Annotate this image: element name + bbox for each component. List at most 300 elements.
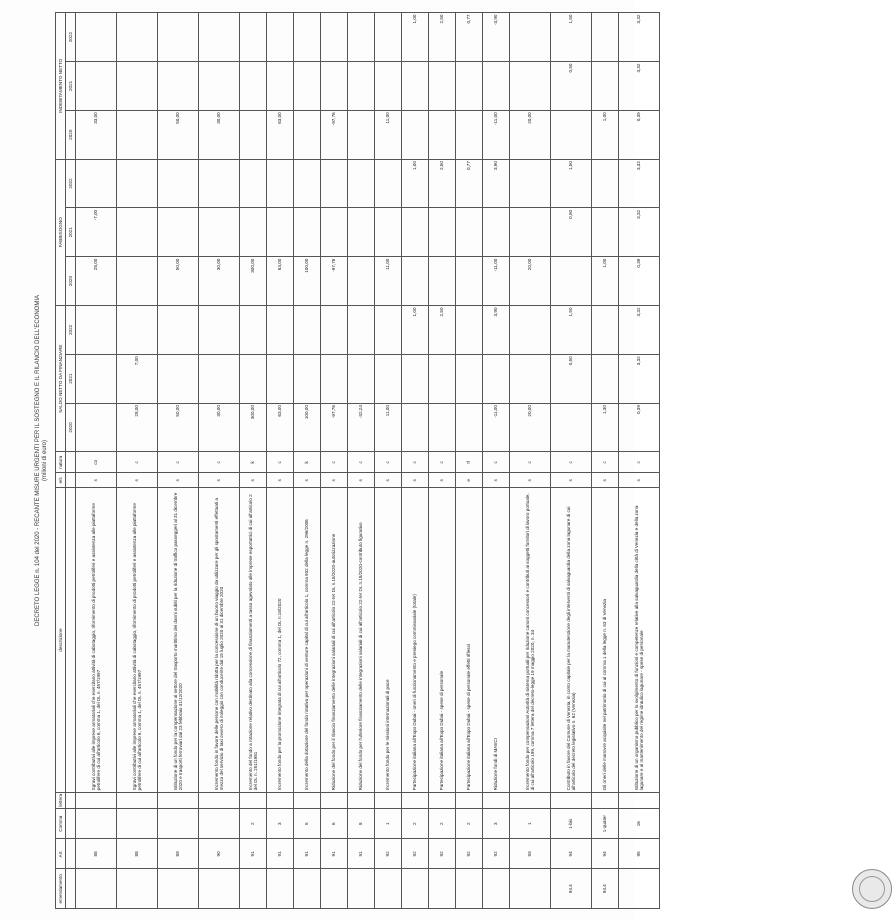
row-ind-value-cell	[375, 13, 402, 62]
row-article-cell: 90	[199, 839, 240, 869]
row-ind-value-cell	[76, 62, 117, 111]
row-comma-cell	[117, 809, 158, 839]
row-fab-value-cell	[375, 208, 402, 257]
row-amendment-cell	[267, 869, 294, 909]
row-snf-value-cell: 3,32	[619, 305, 660, 354]
row-article-cell: 89	[158, 839, 199, 869]
row-snf-value-cell	[294, 354, 321, 403]
row-es-cell: s	[551, 473, 592, 488]
row-ind-value-cell: 1,50	[551, 13, 592, 62]
row-snf-value-cell: 63,00	[267, 403, 294, 452]
header-group: FABBISOGNO	[56, 159, 66, 305]
row-letter-cell	[429, 792, 456, 808]
row-comma-cell: 3	[483, 809, 510, 839]
row-fab-value-cell	[321, 208, 348, 257]
row-snf-value-cell: 1,30	[592, 403, 619, 452]
row-nature-cell: c	[348, 452, 375, 473]
row-fab-value-cell	[267, 159, 294, 208]
row-comma-cell: 5	[294, 809, 321, 839]
table-row	[375, 13, 402, 909]
row-es-cell: e	[456, 473, 483, 488]
row-snf-value-cell	[199, 354, 240, 403]
row-amendment-cell	[483, 869, 510, 909]
row-ind-value-cell	[483, 62, 510, 111]
table-row	[76, 13, 117, 909]
header-cell: Comma	[56, 809, 66, 839]
row-amendment-cell	[158, 869, 199, 909]
table-row	[294, 13, 321, 909]
row-amendment-cell	[294, 869, 321, 909]
row-fab-value-cell	[240, 159, 267, 208]
table-row	[240, 13, 267, 909]
row-snf-value-cell	[348, 305, 375, 354]
row-es-cell: s	[158, 473, 199, 488]
row-fab-value-cell	[402, 208, 429, 257]
row-letter-cell	[321, 792, 348, 808]
row-ind-value-cell: -3,90	[483, 13, 510, 62]
row-es-cell: s	[240, 473, 267, 488]
row-article-cell: 88	[76, 839, 117, 869]
row-snf-value-cell	[76, 354, 117, 403]
row-fab-value-cell	[158, 159, 199, 208]
row-ind-value-cell	[294, 110, 321, 159]
row-snf-value-cell: 100,00	[294, 403, 321, 452]
row-ind-value-cell	[402, 110, 429, 159]
row-nature-cell: c	[619, 452, 660, 473]
row-fab-value-cell: 1,00	[592, 257, 619, 306]
row-snf-value-cell	[76, 403, 117, 452]
table-row	[117, 13, 158, 909]
row-article-cell: 91	[294, 839, 321, 869]
row-fab-value-cell: 3,32	[619, 159, 660, 208]
row-snf-value-cell: 1,00	[402, 305, 429, 354]
row-amendment-cell	[619, 869, 660, 909]
row-fab-value-cell	[592, 208, 619, 257]
row-snf-value-cell	[456, 403, 483, 452]
row-nature-cell: co	[76, 452, 117, 473]
row-comma-cell: 1	[375, 809, 402, 839]
row-description-cell: Istituzione di un organismo pubblico per lo svolgimento di funzioni e competenze relative alla salvaguardia della città di Venezia e della zona lagunare e al mantenimento del regime idraulico lagunare - spese di personale	[619, 488, 660, 792]
row-ind-value-cell	[551, 110, 592, 159]
row-es-cell: s	[375, 473, 402, 488]
table-row	[267, 13, 294, 909]
row-nature-cell: c	[592, 452, 619, 473]
row-amendment-cell	[510, 869, 551, 909]
row-es-cell: s	[483, 473, 510, 488]
row-snf-value-cell	[348, 354, 375, 403]
row-ind-value-cell: -11,00	[483, 110, 510, 159]
table-row	[510, 13, 551, 909]
row-amendment-cell	[240, 869, 267, 909]
table-body	[76, 13, 660, 909]
row-description-cell: Incremento del fondo a rotazione relativo destinato alla concessione di finanziamenti a tasso agevolato alle imprese esportatrici di cui all'articolo 2 del DL n. 251/1981	[240, 488, 267, 792]
row-article-cell: 88	[117, 839, 158, 869]
row-ind-value-cell	[592, 62, 619, 111]
row-fab-value-cell: 50,00	[158, 257, 199, 306]
row-article-cell: 94	[551, 839, 592, 869]
row-comma-cell	[199, 809, 240, 839]
row-description-cell: Incremento fondo per la promozione integrata di cui all'articolo 72, comma 1, del DL n.18/2020	[267, 488, 294, 792]
row-amendment-cell	[375, 869, 402, 909]
row-letter-cell	[619, 792, 660, 808]
row-description-cell: Incremento fondo in favore delle persone con mobilità ridotta per la concessione di un buono viaggio da utilizzare per gli spostamenti effettuati a mezzo del servizio di taxi ovvero di noleggio con conducente dal 15 luglio 2020 al 31 dicembre 2020	[199, 488, 240, 792]
row-snf-value-cell	[76, 305, 117, 354]
row-article-cell: 91	[240, 839, 267, 869]
row-nature-cell: c	[551, 452, 592, 473]
table-row	[321, 13, 348, 909]
row-ind-value-cell	[429, 110, 456, 159]
row-description-cell: Incremento della dotazione del fondo rotativo per operazioni di venture capital di cui all'articolo 1, comma 932 della legge n. 296/2006	[294, 488, 321, 792]
row-fab-value-cell	[510, 159, 551, 208]
row-ind-value-cell	[267, 13, 294, 62]
row-comma-cell: 1	[510, 809, 551, 839]
row-letter-cell	[510, 792, 551, 808]
row-fab-value-cell	[76, 159, 117, 208]
row-description-cell: Incremento fondo per le missioni internazionali di pace	[375, 488, 402, 792]
row-letter-cell	[348, 792, 375, 808]
row-snf-value-cell	[158, 354, 199, 403]
row-nature-cell: c	[375, 452, 402, 473]
header-group: INDEBITAMENTO NETTO	[56, 13, 66, 160]
row-ind-value-cell	[402, 62, 429, 111]
row-fab-value-cell: 100,00	[294, 257, 321, 306]
row-ind-value-cell: 3,32	[619, 13, 660, 62]
row-es-cell: s	[429, 473, 456, 488]
row-ind-value-cell	[240, 13, 267, 62]
row-fab-value-cell	[240, 208, 267, 257]
row-snf-value-cell	[267, 354, 294, 403]
row-ind-value-cell	[429, 62, 456, 111]
year-cell: 2021	[66, 208, 76, 257]
row-nature-cell: tf	[456, 452, 483, 473]
row-fab-value-cell: 1,00	[402, 159, 429, 208]
row-snf-value-cell: 1,50	[551, 305, 592, 354]
row-fab-value-cell	[429, 257, 456, 306]
row-snf-value-cell	[402, 403, 429, 452]
row-fab-value-cell	[321, 159, 348, 208]
row-snf-value-cell	[158, 305, 199, 354]
row-fab-value-cell: -11,00	[483, 257, 510, 306]
row-ind-value-cell	[321, 62, 348, 111]
row-es-cell: s	[592, 473, 619, 488]
row-letter-cell	[158, 792, 199, 808]
year-cell: 2020	[66, 257, 76, 306]
row-snf-value-cell: -32,24	[348, 403, 375, 452]
row-fab-value-cell	[294, 208, 321, 257]
table-row	[199, 13, 240, 909]
row-es-cell: s	[402, 473, 429, 488]
row-description-cell: Riduzione del fondo per il rilascio finanziamento delle integrazioni salariali di cui all'articolo 22-ter DL n.18/2020-autorizzazione	[321, 488, 348, 792]
row-fab-value-cell	[117, 257, 158, 306]
row-description-cell: Riduzione del fondo per l'ulteriore finanziamento delle integrazioni salariali di cui all'articolo 22-ter DL n.18/2020-contributo figurativo	[348, 488, 375, 792]
row-ind-value-cell	[199, 13, 240, 62]
row-ind-value-cell	[240, 62, 267, 111]
row-fab-value-cell: 28,00	[76, 257, 117, 306]
row-amendment-cell: 94.4	[592, 869, 619, 909]
year-cell: 2020	[66, 403, 76, 452]
row-snf-value-cell	[199, 305, 240, 354]
row-description-cell: Partecipazione italiana all'Expo Dubai - oneri di funzionamento e presiego commissariale (totale)	[402, 488, 429, 792]
row-fab-value-cell	[592, 159, 619, 208]
table-row	[619, 13, 660, 909]
row-letter-cell	[199, 792, 240, 808]
row-ind-value-cell	[456, 62, 483, 111]
row-fab-value-cell	[456, 257, 483, 306]
row-letter-cell	[551, 792, 592, 808]
table-row	[551, 13, 592, 909]
document-title: DECRETO LEGGE n. 104 del 2020 - RECANTE MISURE URGENTI PER IL SOSTEGNO E IL RILANCIO DELL'ECONOMIA	[35, 295, 41, 627]
row-snf-value-cell	[117, 305, 158, 354]
row-description-cell: Gli oneri delle manovre acquisite nel patrimonio di cui al comma 1 della legge n. 53 di Venezia	[592, 488, 619, 792]
row-fab-value-cell	[375, 159, 402, 208]
row-letter-cell	[592, 792, 619, 808]
row-description-cell: Partecipazione italiana all'Expo Dubai - spese di personale effetti riflessi	[456, 488, 483, 792]
row-letter-cell	[483, 792, 510, 808]
row-ind-value-cell: 11,00	[375, 110, 402, 159]
row-es-cell: s	[199, 473, 240, 488]
row-ind-value-cell	[348, 62, 375, 111]
row-ind-value-cell	[267, 62, 294, 111]
row-ind-value-cell	[375, 62, 402, 111]
table-row	[348, 13, 375, 909]
row-article-cell: 95	[619, 839, 660, 869]
row-fab-value-cell: 20,00	[510, 257, 551, 306]
row-nature-cell: c	[483, 452, 510, 473]
row-snf-value-cell	[456, 354, 483, 403]
row-snf-value-cell: 3,32	[619, 354, 660, 403]
row-snf-value-cell	[510, 354, 551, 403]
financial-table	[55, 12, 660, 909]
year-cell: 2021	[66, 354, 76, 403]
row-fab-value-cell	[456, 208, 483, 257]
row-nature-cell: c	[158, 452, 199, 473]
row-amendment-cell	[402, 869, 429, 909]
row-ind-value-cell	[456, 110, 483, 159]
table-row	[402, 13, 429, 909]
row-fab-value-cell: 0,39	[619, 257, 660, 306]
row-fab-value-cell	[267, 208, 294, 257]
year-cell: 2020	[66, 110, 76, 159]
row-nature-cell: c	[510, 452, 551, 473]
row-comma-cell: 6	[321, 809, 348, 839]
row-amendment-cell	[117, 869, 158, 909]
row-amendment-cell	[199, 869, 240, 909]
row-nature-cell: c	[429, 452, 456, 473]
row-snf-value-cell: 3,90	[483, 305, 510, 354]
row-snf-value-cell	[375, 305, 402, 354]
row-description-cell: Istituzione di un fondo per la compensazione al settore del trasporto marittimo dei danni subiti per la riduzione di traffico passeggeri al 31 dicembre 2020 e trasporti ferroviari dal 23 febbraio 31/12/2020	[158, 488, 199, 792]
row-snf-value-cell: 2,50	[429, 305, 456, 354]
row-nature-cell: k	[294, 452, 321, 473]
row-fab-value-cell	[348, 208, 375, 257]
year-cell: 2022	[66, 13, 76, 62]
row-amendment-cell	[76, 869, 117, 909]
row-snf-value-cell	[551, 403, 592, 452]
row-article-cell: 91	[321, 839, 348, 869]
row-snf-value-cell	[592, 354, 619, 403]
row-fab-value-cell	[117, 159, 158, 208]
table-row	[158, 13, 199, 909]
row-ind-value-cell: 63,00	[267, 110, 294, 159]
row-amendment-cell	[456, 869, 483, 909]
row-comma-cell: 8	[348, 809, 375, 839]
row-ind-value-cell: 1,00	[402, 13, 429, 62]
row-comma-cell: 2	[456, 809, 483, 839]
row-fab-value-cell: 0,50	[551, 208, 592, 257]
row-snf-value-cell: 20,00	[510, 403, 551, 452]
row-article-cell: 91	[348, 839, 375, 869]
row-ind-value-cell	[117, 62, 158, 111]
row-letter-cell	[267, 792, 294, 808]
row-ind-value-cell: -97,76	[321, 110, 348, 159]
row-fab-value-cell	[117, 208, 158, 257]
row-comma-cell: 3	[267, 809, 294, 839]
row-article-cell: 92	[375, 839, 402, 869]
row-snf-value-cell	[240, 305, 267, 354]
row-snf-value-cell	[429, 354, 456, 403]
row-fab-value-cell: 3,90	[483, 159, 510, 208]
row-comma-cell: 2	[402, 809, 429, 839]
table-row	[429, 13, 456, 909]
row-article-cell: 92	[402, 839, 429, 869]
row-amendment-cell: 94.4	[551, 869, 592, 909]
row-ind-value-cell: 0,39	[619, 110, 660, 159]
row-article-cell: 92	[456, 839, 483, 869]
row-description-cell: Incremento fondo per compensazioni Autorità di sistema portuali per riduzione canoni concessori e contributi ai soggetti fornitori di lavoro portuale, di cui all'articolo 199, comma 7 lettera del decreto-legge 19 maggio 2020, n. 34	[510, 488, 551, 792]
table-row	[483, 13, 510, 909]
header-cell: Art.	[56, 839, 66, 869]
row-es-cell: s	[294, 473, 321, 488]
row-ind-value-cell: 0,77	[456, 13, 483, 62]
row-description-cell: Sgravi contributivi alle imprese armatoriali che esercitano attività di cabotaggio, rifornimento di prodotti petroliferi e assistenza alle piattaforme petrolifere di cui all'articolo 6, comma 1, del DL n. 457/1997	[117, 488, 158, 792]
row-description-cell: Contributo in favore del Comune di Venezia, in conto capitale per la manutenzione degli interventi di salvaguardia della zona lagunare di cui all'articolo del decreto legislativo n. 62 (Venezia)	[551, 488, 592, 792]
row-snf-value-cell	[240, 354, 267, 403]
row-nature-cell: c	[117, 452, 158, 473]
row-snf-value-cell	[483, 354, 510, 403]
row-es-cell: s	[267, 473, 294, 488]
row-comma-cell: 16	[619, 809, 660, 839]
row-fab-value-cell	[551, 257, 592, 306]
row-ind-value-cell	[199, 62, 240, 111]
row-snf-value-cell	[321, 305, 348, 354]
row-fab-value-cell: 0,77	[456, 159, 483, 208]
row-comma-cell	[158, 809, 199, 839]
row-nature-cell: c	[267, 452, 294, 473]
row-letter-cell	[375, 792, 402, 808]
row-comma-cell: 2	[240, 809, 267, 839]
row-fab-value-cell	[510, 208, 551, 257]
row-ind-value-cell	[158, 13, 199, 62]
year-cell: 2022	[66, 159, 76, 208]
row-snf-value-cell: -97,76	[321, 403, 348, 452]
row-letter-cell	[402, 792, 429, 808]
row-ind-value-cell: 3,32	[619, 62, 660, 111]
row-snf-value-cell: 300,00	[240, 403, 267, 452]
row-ind-value-cell: 2,50	[429, 13, 456, 62]
row-snf-value-cell: 50,00	[158, 403, 199, 452]
row-ind-value-cell: 33,00	[76, 110, 117, 159]
row-letter-cell	[76, 792, 117, 808]
row-snf-value-cell	[592, 305, 619, 354]
row-es-cell: s	[510, 473, 551, 488]
row-fab-value-cell	[483, 208, 510, 257]
row-comma-cell	[76, 809, 117, 839]
row-fab-value-cell	[199, 159, 240, 208]
row-ind-value-cell	[117, 13, 158, 62]
row-fab-value-cell	[348, 159, 375, 208]
row-snf-value-cell	[456, 305, 483, 354]
row-es-cell: s	[76, 473, 117, 488]
row-ind-value-cell	[348, 13, 375, 62]
row-ind-value-cell: 20,00	[510, 110, 551, 159]
row-fab-value-cell: -7,00	[76, 208, 117, 257]
document-subtitle: (milioni di euro)	[42, 440, 48, 482]
row-snf-value-cell	[510, 305, 551, 354]
table-row	[456, 13, 483, 909]
header-year-row	[66, 13, 76, 909]
row-ind-value-cell: 1,00	[592, 110, 619, 159]
row-amendment-cell	[429, 869, 456, 909]
row-letter-cell	[117, 792, 158, 808]
row-description-cell: Sgravi contributivi alle imprese armatoriali che esercitano attività di cabotaggio, rifornimento di prodotti petroliferi e assistenza alle piattaforme petrolifere di cui all'articolo 6, comma 1, del DL n. 457/1997	[76, 488, 117, 792]
header-cell: emendamento	[56, 869, 66, 909]
row-amendment-cell	[348, 869, 375, 909]
row-description-cell: Riduzione fondi di MAECI	[483, 488, 510, 792]
official-stamp	[852, 869, 892, 909]
row-article-cell: 92	[429, 839, 456, 869]
row-nature-cell: k	[240, 452, 267, 473]
row-fab-value-cell	[348, 257, 375, 306]
row-fab-value-cell: -97,76	[321, 257, 348, 306]
row-fab-value-cell	[294, 159, 321, 208]
row-letter-cell	[240, 792, 267, 808]
header-cell: e/s	[56, 473, 66, 488]
table-row	[592, 13, 619, 909]
row-article-cell: 92	[483, 839, 510, 869]
row-letter-cell	[294, 792, 321, 808]
row-ind-value-cell	[592, 13, 619, 62]
row-comma-cell: 1-quater	[592, 809, 619, 839]
row-snf-value-cell: -11,00	[483, 403, 510, 452]
row-ind-value-cell: 30,00	[199, 110, 240, 159]
row-es-cell: s	[348, 473, 375, 488]
row-fab-value-cell: 1,50	[551, 159, 592, 208]
row-description-cell: Partecipazione italiana all'Expo Dubai - spese di personale	[429, 488, 456, 792]
row-nature-cell: c	[321, 452, 348, 473]
year-cell: 2021	[66, 62, 76, 111]
row-snf-value-cell: 7,00	[117, 354, 158, 403]
row-fab-value-cell: 11,00	[375, 257, 402, 306]
row-fab-value-cell	[158, 208, 199, 257]
row-snf-value-cell	[294, 305, 321, 354]
row-ind-value-cell: 0,50	[551, 62, 592, 111]
row-ind-value-cell	[321, 13, 348, 62]
row-amendment-cell	[321, 869, 348, 909]
row-ind-value-cell	[510, 13, 551, 62]
row-es-cell: s	[117, 473, 158, 488]
row-article-cell: 93	[510, 839, 551, 869]
header-cell: lettera	[56, 792, 66, 808]
row-ind-value-cell	[348, 110, 375, 159]
header-cell: natura	[56, 452, 66, 473]
row-snf-value-cell	[267, 305, 294, 354]
row-ind-value-cell	[294, 13, 321, 62]
row-comma-cell: 1-bis	[551, 809, 592, 839]
row-ind-value-cell	[240, 110, 267, 159]
row-ind-value-cell	[294, 62, 321, 111]
row-snf-value-cell	[429, 403, 456, 452]
header-group-row	[56, 13, 66, 909]
